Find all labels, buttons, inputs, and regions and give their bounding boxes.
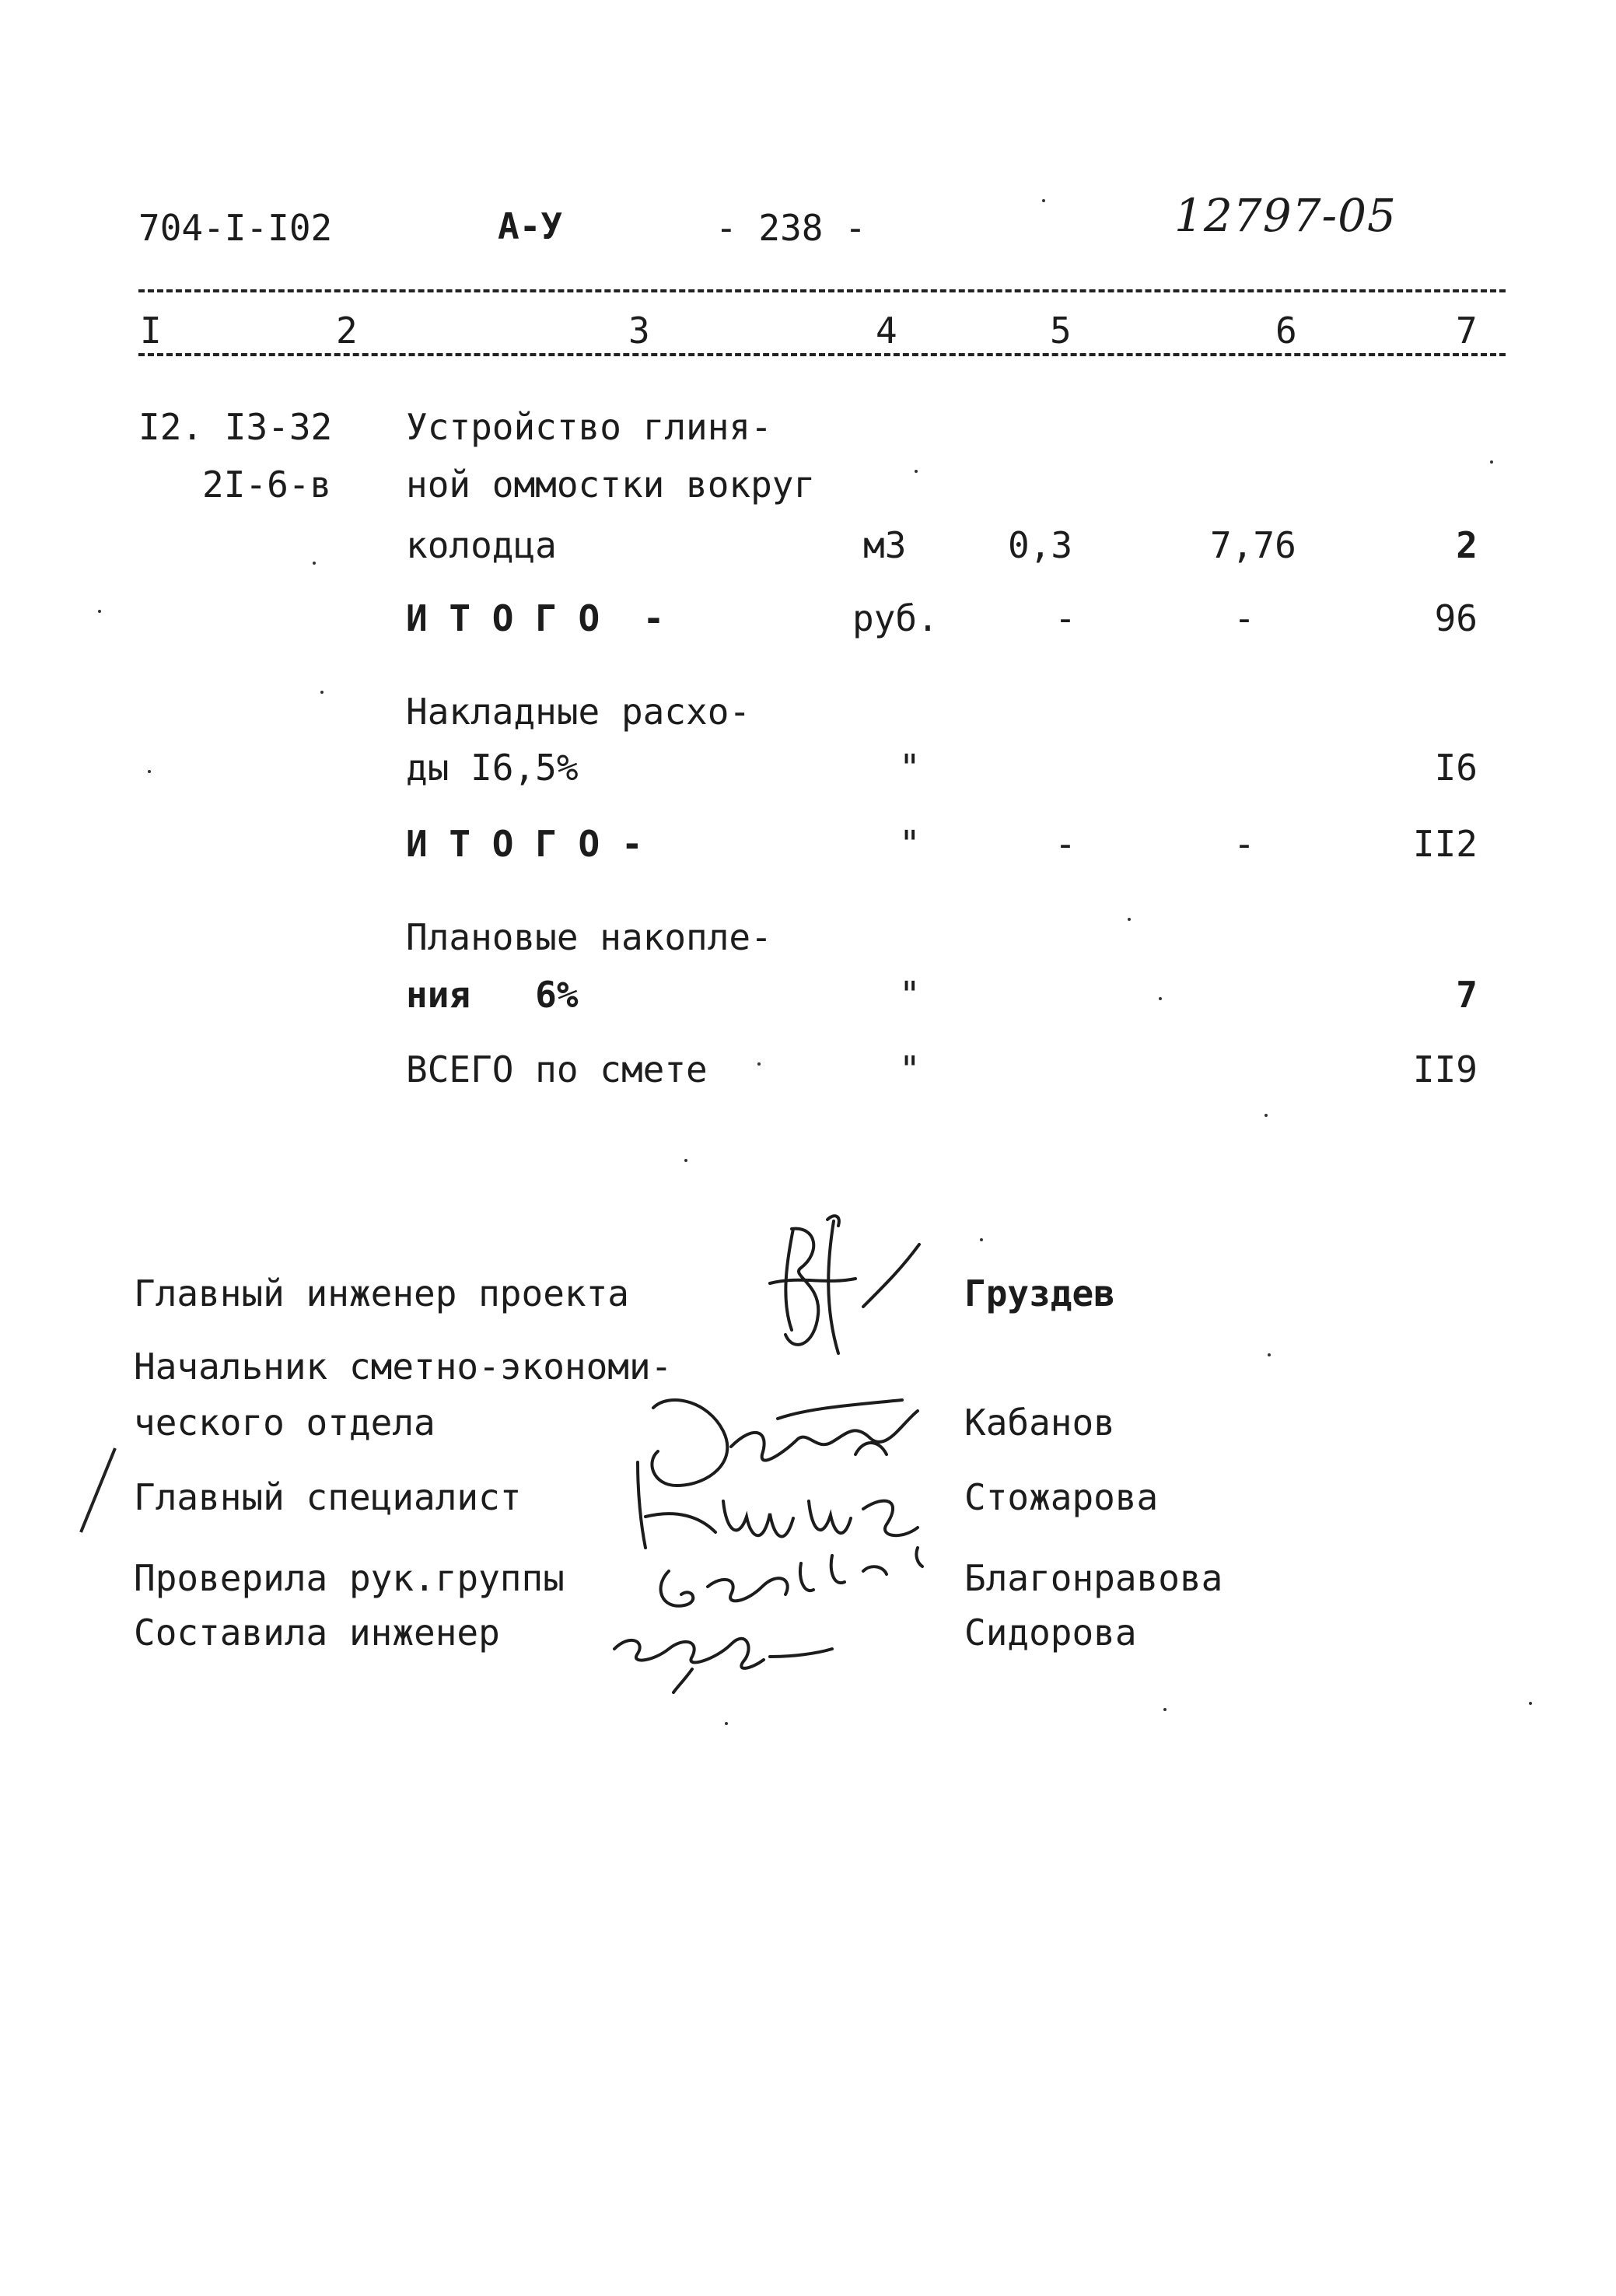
margin-slash-mark bbox=[75, 1445, 121, 1538]
scan-speck bbox=[1264, 1114, 1268, 1117]
scan-speck bbox=[1042, 199, 1045, 202]
item-code: I2. I3-32 bbox=[138, 406, 333, 448]
header-rule-bottom bbox=[138, 353, 1506, 356]
signature-gruzdev bbox=[747, 1198, 933, 1377]
scan-speck bbox=[313, 562, 316, 565]
item-unit-price: 7,76 bbox=[1210, 524, 1296, 566]
column-number-1: I bbox=[140, 310, 162, 352]
overhead-total: I6 bbox=[1434, 747, 1478, 789]
item-name-line: Устройство глиня- bbox=[406, 406, 772, 448]
scan-speck bbox=[1163, 1708, 1167, 1711]
grand-total-label: ВСЕГО по смете bbox=[406, 1048, 708, 1090]
signature-role: Начальник сметно-экономи- bbox=[134, 1346, 673, 1388]
signatory-name: Кабанов bbox=[964, 1402, 1115, 1444]
scan-speck bbox=[757, 1062, 761, 1066]
header-rule-top bbox=[138, 289, 1506, 292]
planned-savings-total: 7 bbox=[1456, 974, 1478, 1016]
item-unit: м3 bbox=[863, 524, 907, 566]
item-norm-code: 2I-6-в bbox=[202, 464, 332, 506]
scan-speck bbox=[1529, 1702, 1532, 1705]
scan-speck bbox=[1490, 460, 1493, 464]
column-number-7: 7 bbox=[1456, 310, 1478, 352]
item-quantity: 0,3 bbox=[1008, 524, 1073, 566]
overhead-unit: " bbox=[899, 747, 921, 789]
scan-speck bbox=[1128, 918, 1131, 921]
signatory-name: Сидорова bbox=[964, 1612, 1137, 1654]
subtotal-label: И Т О Г О - bbox=[406, 597, 665, 639]
album-code: А-У bbox=[498, 205, 563, 247]
subtotal-col6: - bbox=[1233, 597, 1255, 639]
scan-speck bbox=[1159, 997, 1162, 1000]
item-total: 2 bbox=[1456, 524, 1478, 566]
scan-speck bbox=[684, 1159, 687, 1162]
signature-role: Главный инженер проекта bbox=[134, 1272, 629, 1314]
overhead-label-line: Накладные расхо- bbox=[406, 691, 751, 733]
subtotal2-label: И Т О Г О - bbox=[406, 823, 643, 865]
item-name-line: колодца bbox=[406, 524, 557, 566]
scan-speck bbox=[915, 470, 918, 473]
signature-role: Главный специалист bbox=[134, 1476, 522, 1518]
subtotal2-col5: - bbox=[1055, 823, 1076, 865]
column-number-5: 5 bbox=[1050, 310, 1072, 352]
column-number-4: 4 bbox=[876, 310, 897, 352]
scan-speck bbox=[320, 691, 324, 694]
scan-speck bbox=[725, 1722, 728, 1725]
column-number-6: 6 bbox=[1275, 310, 1297, 352]
planned-savings-label-line: ния 6% bbox=[406, 974, 579, 1016]
item-name-line: ной оммостки вокруг bbox=[406, 464, 816, 506]
planned-savings-unit: " bbox=[899, 974, 921, 1016]
doc-code: 704-I-I02 bbox=[138, 207, 333, 249]
signature-stozharova bbox=[630, 1447, 925, 1556]
subtotal-col5: - bbox=[1055, 597, 1076, 639]
signatory-name: Груздев bbox=[964, 1272, 1115, 1314]
subtotal2-total: II2 bbox=[1412, 823, 1478, 865]
grand-total-unit: " bbox=[899, 1048, 921, 1090]
column-number-3: 3 bbox=[628, 310, 650, 352]
scan-speck bbox=[98, 610, 101, 613]
signature-role: Проверила рук.группы bbox=[134, 1557, 565, 1599]
subtotal2-col6: - bbox=[1233, 823, 1255, 865]
subtotal-unit: руб. bbox=[852, 597, 939, 639]
column-number-2: 2 bbox=[336, 310, 358, 352]
signature-role: Составила инженер bbox=[134, 1612, 500, 1654]
signature-role: ческого отдела bbox=[134, 1402, 435, 1444]
page-number: - 238 - bbox=[715, 207, 866, 249]
signatory-name: Стожарова bbox=[964, 1476, 1159, 1518]
grand-total-value: II9 bbox=[1412, 1048, 1478, 1090]
scan-speck bbox=[148, 770, 151, 773]
signatory-name: Благонравова bbox=[964, 1557, 1223, 1599]
subtotal-total: 96 bbox=[1434, 597, 1478, 639]
scan-speck bbox=[1268, 1353, 1271, 1356]
planned-savings-label-line: Плановые накопле- bbox=[406, 916, 772, 958]
scan-speck bbox=[980, 1238, 983, 1241]
handwritten-number: 12797-05 bbox=[1174, 189, 1397, 242]
signature-sidorova bbox=[599, 1594, 848, 1696]
subtotal2-unit: " bbox=[899, 823, 921, 865]
overhead-label-line: ды I6,5% bbox=[406, 747, 579, 789]
